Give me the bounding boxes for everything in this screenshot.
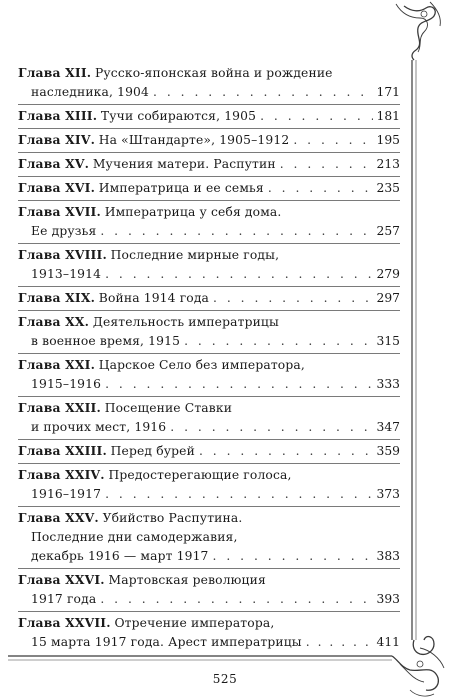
page-number: 181	[376, 109, 400, 123]
chapter-number: Глава XX	[18, 314, 85, 329]
leader-dots	[105, 265, 372, 284]
leader-dots	[213, 289, 372, 308]
leader-dots	[184, 332, 372, 351]
chapter-number: Глава XIII	[18, 108, 93, 123]
page-number: 347	[376, 420, 400, 434]
page-number: 393	[376, 592, 400, 606]
chapter-number: Глава XXII	[18, 400, 97, 415]
chapter-title: Предостерегающие голоса,	[108, 468, 292, 482]
chapter-number: Глава XXVI	[18, 572, 101, 587]
leader-dots	[260, 107, 372, 126]
table-of-contents	[18, 62, 400, 654]
leader-dots	[199, 442, 373, 461]
chapter-title: Убийство Распутина.	[102, 511, 243, 525]
toc-entry[interactable]: Глава XXIII . Перед бурей . . . 359	[18, 440, 400, 464]
leader-dots	[306, 633, 373, 652]
chapter-number: Глава XII	[18, 65, 87, 80]
page-number: 235	[376, 181, 400, 195]
chapter-title: Отречение императора,	[114, 616, 275, 630]
chapter-number: Глава XIX	[18, 290, 91, 305]
chapter-title: Деятельность императрицы	[92, 315, 279, 329]
toc-entry[interactable]: Глава XVII. Императрица у себя дома. Ее друзья . . . 257	[18, 201, 400, 244]
leader-dots	[213, 547, 373, 566]
page-number: 359	[376, 444, 400, 458]
chapter-title-continued: 15 марта 1917 года. Арест императрицы	[31, 635, 302, 649]
page-number: 333	[376, 377, 400, 391]
chapter-title-continued: Последние дни самодержавия,	[31, 530, 238, 544]
leader-dots	[153, 83, 373, 102]
page-number: 195	[376, 133, 400, 147]
page-number: 373	[376, 487, 400, 501]
toc-entry[interactable]: Глава XXVI. Мартовская революция 1917 года . . . 393	[18, 569, 400, 612]
chapter-title: Посещение Ставки	[104, 401, 233, 415]
page-number: 383	[376, 549, 400, 563]
toc-entry[interactable]: Глава XIII . Тучи собираются, 1905 . . . 181	[18, 105, 400, 129]
chapter-title: На «Штандарте», 1905–1912	[98, 133, 290, 147]
page-number: 257	[376, 224, 400, 238]
chapter-number: Глава XXVII	[18, 615, 107, 630]
chapter-title-continued: 1917 года	[31, 592, 97, 606]
chapter-title: Императрица у себя дома.	[104, 205, 282, 219]
chapter-title-continued: Ее друзья	[31, 224, 97, 238]
toc-entry[interactable]: Глава XII. Русско-японская война и рождение наследника, 1904 . . . 171	[18, 62, 400, 105]
chapter-title: Мучения матери. Распутин	[92, 157, 276, 171]
chapter-title-continued: наследника, 1904	[31, 85, 149, 99]
leader-dots	[105, 485, 372, 504]
chapter-number: Глава XVIII	[18, 247, 103, 262]
chapter-title-continued: 1915–1916	[31, 377, 102, 391]
chapter-title: Перед бурей	[110, 444, 195, 458]
toc-entry[interactable]: Глава XVIII. Последние мирные годы, 1913–1914 . . . 279	[18, 244, 400, 287]
toc-entry[interactable]: Глава XIV . На «Штандарте», 1905–1912 . . . 195	[18, 129, 400, 153]
toc-entry[interactable]: Глава XXII. Посещение Ставки и прочих мест, 1916 . . . 347	[18, 397, 400, 440]
chapter-title-continued: 1913–1914	[31, 267, 102, 281]
toc-entry[interactable]: Глава XVI . Императрица и ее семья . . . 235	[18, 177, 400, 201]
page-number: 213	[376, 157, 400, 171]
chapter-number: Глава XXV	[18, 510, 95, 525]
chapter-title: Мартовская революция	[108, 573, 266, 587]
chapter-title: Война 1914 года	[98, 291, 210, 305]
toc-entry[interactable]: Глава XXIV. Предостерегающие голоса, 1916–1917 . . . 373	[18, 464, 400, 507]
leader-dots	[100, 590, 372, 609]
chapter-number: Глава XIV	[18, 132, 91, 147]
chapter-title-continued: и прочих мест, 1916	[31, 420, 167, 434]
page-number: 315	[376, 334, 400, 348]
page-number: 171	[376, 85, 400, 99]
toc-entry[interactable]: Глава XXV. Убийство Распутина. Последние дни самодержавия, декабрь 1916 — март 1917 . . . 383	[18, 507, 400, 569]
chapter-number: Глава XV	[18, 156, 85, 171]
chapter-title: Императрица и ее семья	[98, 181, 264, 195]
chapter-title: Последние мирные годы,	[110, 248, 280, 262]
chapter-number: Глава XXIII	[18, 443, 103, 458]
toc-entry[interactable]: Глава XXVII. Отречение императора, 15 марта 1917 года. Арест императрицы . . . 411	[18, 612, 400, 654]
toc-entry[interactable]: Глава XIX . Война 1914 года . . . 297	[18, 287, 400, 311]
leader-dots	[268, 179, 373, 198]
toc-entry[interactable]: Глава XV . Мучения матери. Распутин . . . 213	[18, 153, 400, 177]
chapter-title-continued: декабрь 1916 — март 1917	[31, 549, 209, 563]
leader-dots	[170, 418, 372, 437]
toc-entry[interactable]: Глава XXI. Царское Село без императора, 1915–1916 . . . 333	[18, 354, 400, 397]
chapter-title-continued: в военное время, 1915	[31, 334, 181, 348]
chapter-title-continued: 1916–1917	[31, 487, 102, 501]
chapter-title: Царское Село без императора,	[98, 358, 305, 372]
toc-entry[interactable]: Глава XX. Деятельность императрицы в военное время, 1915 . . . 315	[18, 311, 400, 354]
page-number: 411	[376, 635, 400, 649]
page-footer-number: 525	[212, 672, 238, 686]
page-number: 279	[376, 267, 400, 281]
chapter-number: Глава XXI	[18, 357, 91, 372]
chapter-number: Глава XVII	[18, 204, 97, 219]
leader-dots	[100, 222, 372, 241]
chapter-title: Русско-японская война и рождение	[94, 66, 333, 80]
chapter-number: Глава XXIV	[18, 467, 101, 482]
chapter-title: Тучи собираются, 1905	[100, 109, 257, 123]
leader-dots	[293, 131, 372, 150]
leader-dots	[105, 375, 372, 394]
leader-dots	[280, 155, 373, 174]
chapter-number: Глава XVI	[18, 180, 91, 195]
page-number: 297	[376, 291, 400, 305]
